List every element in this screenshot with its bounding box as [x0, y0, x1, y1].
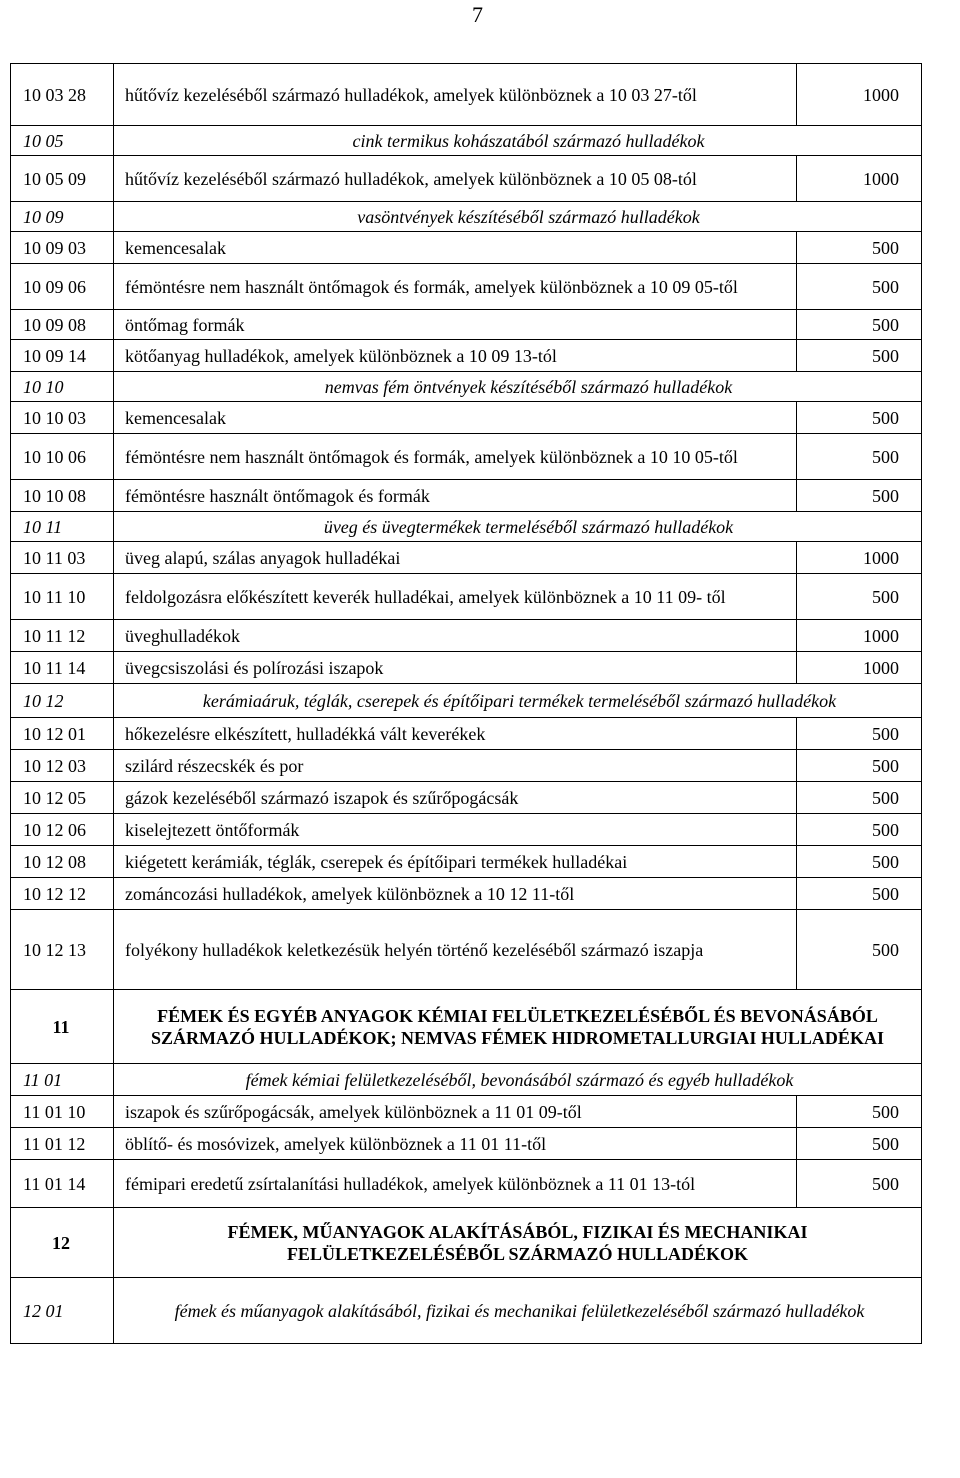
waste-code: 11 01 10	[11, 1096, 114, 1128]
waste-code: 10 11 03	[11, 542, 114, 574]
category-code: 10 10	[11, 372, 114, 402]
waste-description: hűtővíz kezeléséből származó hulladékok, amelyek különböznek a 10 05 08-tól	[114, 156, 797, 202]
table-row	[11, 814, 922, 846]
limit-value: 500	[797, 910, 922, 990]
table-row	[11, 372, 922, 402]
waste-description: kötőanyag hulladékok, amelyek különböznek a 10 09 13-tól	[114, 340, 797, 372]
category-title: fémek és műanyagok alakításából, fizikai és mechanikai felületkezeléséből származó hulladékok	[114, 1278, 922, 1344]
waste-description: fémöntésre nem használt öntőmagok és formák, amelyek különböznek a 10 09 05-től	[114, 264, 797, 310]
category-title: fémek kémiai felületkezeléséből, bevonásából származó és egyéb hulladékok	[114, 1064, 922, 1096]
waste-code: 10 12 12	[11, 878, 114, 910]
chapter-code: 12	[11, 1208, 114, 1278]
category-code: 10 12	[11, 684, 114, 718]
table-row	[11, 846, 922, 878]
category-code: 10 05	[11, 126, 114, 156]
waste-description: szilárd részecskék és por	[114, 750, 797, 782]
limit-value: 500	[797, 814, 922, 846]
waste-code-table-body	[11, 64, 922, 1344]
waste-description: üveghulladékok	[114, 620, 797, 652]
table-row	[11, 782, 922, 814]
waste-code: 10 12 08	[11, 846, 114, 878]
waste-code: 10 11 12	[11, 620, 114, 652]
table-row	[11, 1160, 922, 1208]
waste-code: 10 09 06	[11, 264, 114, 310]
waste-code-table	[10, 63, 922, 1344]
limit-value: 500	[797, 434, 922, 480]
table-row	[11, 910, 922, 990]
page-number: 7	[472, 2, 483, 27]
table-row	[11, 202, 922, 232]
table-row	[11, 264, 922, 310]
table-row	[11, 340, 922, 372]
limit-value: 1000	[797, 652, 922, 684]
limit-value: 1000	[797, 156, 922, 202]
waste-description: kemencesalak	[114, 232, 797, 264]
table-row	[11, 512, 922, 542]
waste-code: 10 12 03	[11, 750, 114, 782]
waste-description: üveg alapú, szálas anyagok hulladékai	[114, 542, 797, 574]
table-row	[11, 750, 922, 782]
limit-value: 1000	[797, 542, 922, 574]
waste-description: gázok kezeléséből származó iszapok és szűrőpogácsák	[114, 782, 797, 814]
table-row	[11, 652, 922, 684]
waste-code: 10 09 08	[11, 310, 114, 340]
waste-description: öblítő- és mosóvizek, amelyek különböznek a 11 01 11-től	[114, 1128, 797, 1160]
waste-code: 10 03 28	[11, 64, 114, 126]
table-row	[11, 232, 922, 264]
waste-code: 10 05 09	[11, 156, 114, 202]
table-row	[11, 1064, 922, 1096]
limit-value: 1000	[797, 620, 922, 652]
waste-code: 10 12 06	[11, 814, 114, 846]
waste-description: hőkezelésre elkészített, hulladékká vált keverékek	[114, 718, 797, 750]
limit-value: 500	[797, 574, 922, 620]
limit-value: 500	[797, 750, 922, 782]
category-title: vasöntvények készítéséből származó hulladékok	[114, 202, 922, 232]
waste-description: üvegcsiszolási és polírozási iszapok	[114, 652, 797, 684]
category-title: kerámiaáruk, téglák, cserepek és építőipari termékek termeléséből származó hulladékok	[114, 684, 922, 718]
chapter-title: FÉMEK ÉS EGYÉB ANYAGOK KÉMIAI FELÜLETKEZELÉSÉBŐL ÉS BEVONÁSÁBÓL SZÁRMAZÓ HULLADÉKOK; NEMVAS FÉMEK HIDROMETALLURGIAI HULLADÉKAI	[114, 990, 922, 1064]
limit-value: 1000	[797, 64, 922, 126]
limit-value: 500	[797, 480, 922, 512]
category-code: 10 11	[11, 512, 114, 542]
waste-code: 10 10 08	[11, 480, 114, 512]
table-row	[11, 126, 922, 156]
waste-description: fémöntésre használt öntőmagok és formák	[114, 480, 797, 512]
table-row	[11, 574, 922, 620]
waste-code: 10 11 14	[11, 652, 114, 684]
limit-value: 500	[797, 340, 922, 372]
table-row	[11, 542, 922, 574]
table-row	[11, 310, 922, 340]
waste-code: 10 11 10	[11, 574, 114, 620]
table-row	[11, 718, 922, 750]
table-row	[11, 1278, 922, 1344]
waste-description: öntőmag formák	[114, 310, 797, 340]
category-title: cink termikus kohászatából származó hulladékok	[114, 126, 922, 156]
waste-code: 10 09 14	[11, 340, 114, 372]
limit-value: 500	[797, 1160, 922, 1208]
limit-value: 500	[797, 718, 922, 750]
waste-description: iszapok és szűrőpogácsák, amelyek különböznek a 11 01 09-től	[114, 1096, 797, 1128]
chapter-title: FÉMEK, MŰANYAGOK ALAKÍTÁSÁBÓL, FIZIKAI ÉS MECHANIKAI FELÜLETKEZELÉSÉBŐL SZÁRMAZÓ HULLADÉKOK	[114, 1208, 922, 1278]
waste-code: 10 12 01	[11, 718, 114, 750]
waste-description: fémipari eredetű zsírtalanítási hulladékok, amelyek különböznek a 11 01 13-tól	[114, 1160, 797, 1208]
table-row	[11, 1208, 922, 1278]
chapter-code: 11	[11, 990, 114, 1064]
waste-code: 11 01 12	[11, 1128, 114, 1160]
table-row	[11, 156, 922, 202]
table-row	[11, 878, 922, 910]
table-row	[11, 990, 922, 1064]
category-title: nemvas fém öntvények készítéséből származó hulladékok	[114, 372, 922, 402]
waste-code: 10 09 03	[11, 232, 114, 264]
category-code: 12 01	[11, 1278, 114, 1344]
category-code: 11 01	[11, 1064, 114, 1096]
waste-code: 10 12 05	[11, 782, 114, 814]
waste-code: 10 12 13	[11, 910, 114, 990]
waste-description: hűtővíz kezeléséből származó hulladékok, amelyek különböznek a 10 03 27-től	[114, 64, 797, 126]
waste-description: kiselejtezett öntőformák	[114, 814, 797, 846]
waste-description: folyékony hulladékok keletkezésük helyén történő kezeléséből származó iszapja	[114, 910, 797, 990]
waste-code: 10 10 03	[11, 402, 114, 434]
waste-description: feldolgozásra előkészített keverék hulladékai, amelyek különböznek a 10 11 09- től	[114, 574, 797, 620]
category-code: 10 09	[11, 202, 114, 232]
waste-description: zománcozási hulladékok, amelyek különböznek a 10 12 11-től	[114, 878, 797, 910]
table-row	[11, 1128, 922, 1160]
limit-value: 500	[797, 310, 922, 340]
category-title: üveg és üvegtermékek termeléséből származó hulladékok	[114, 512, 922, 542]
table-row	[11, 620, 922, 652]
limit-value: 500	[797, 846, 922, 878]
table-row	[11, 434, 922, 480]
limit-value: 500	[797, 878, 922, 910]
waste-description: fémöntésre nem használt öntőmagok és formák, amelyek különböznek a 10 10 05-től	[114, 434, 797, 480]
waste-code: 10 10 06	[11, 434, 114, 480]
limit-value: 500	[797, 1128, 922, 1160]
table-row	[11, 402, 922, 434]
waste-code: 11 01 14	[11, 1160, 114, 1208]
limit-value: 500	[797, 402, 922, 434]
table-row	[11, 480, 922, 512]
table-row	[11, 64, 922, 126]
table-row	[11, 1096, 922, 1128]
waste-description: kemencesalak	[114, 402, 797, 434]
limit-value: 500	[797, 232, 922, 264]
limit-value: 500	[797, 782, 922, 814]
waste-description: kiégetett kerámiák, téglák, cserepek és építőipari termékek hulladékai	[114, 846, 797, 878]
limit-value: 500	[797, 1096, 922, 1128]
limit-value: 500	[797, 264, 922, 310]
table-row	[11, 684, 922, 718]
